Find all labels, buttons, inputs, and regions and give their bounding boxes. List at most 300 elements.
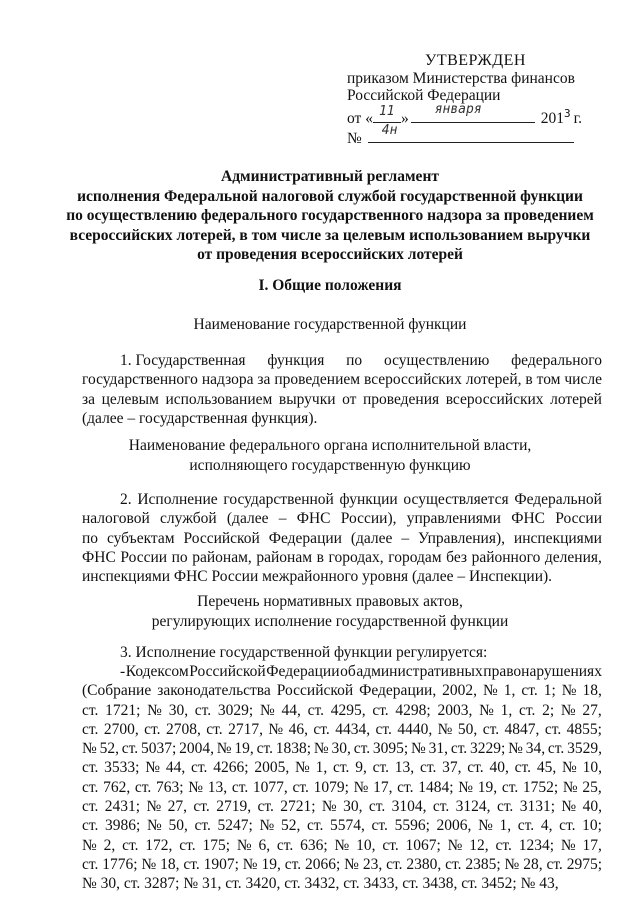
text-word: № — [483, 682, 498, 700]
text-word: ст. — [82, 701, 99, 719]
text-word: 3131; — [519, 798, 556, 816]
text-line — [82, 490, 602, 509]
text-word: от — [342, 390, 357, 408]
text-word: осуществлению — [384, 352, 490, 369]
text-word: Российской — [276, 682, 354, 700]
text-word: 3104, — [391, 798, 427, 816]
text-word: 19, — [477, 778, 498, 796]
number-prefix: № — [347, 130, 362, 148]
text-word: № — [313, 740, 329, 758]
document-title — [60, 167, 600, 265]
text-word: ст. — [121, 740, 139, 758]
text-word: ст. — [559, 817, 576, 835]
text-word: 4298; — [395, 701, 431, 719]
paragraph-3 — [82, 662, 602, 894]
text-word: инспекциями — [513, 529, 602, 547]
text-word: № 30, ст. 3287; № 31, ст. 3420, ст. 3432, ст. 3433, ст. 3438, ст. 3452; № 43, — [82, 875, 559, 893]
text-word: 30, — [168, 701, 189, 719]
text-word: ст. — [546, 855, 563, 873]
text-word: 3533; — [104, 759, 140, 777]
text-word: 10, — [582, 759, 602, 777]
text-word: функции — [339, 491, 398, 508]
text-line — [82, 370, 602, 389]
text-word: ст. — [82, 720, 99, 738]
text-word: 10, — [356, 836, 376, 854]
text-word: России), — [340, 510, 397, 528]
text-word: целевым — [101, 390, 159, 408]
text-word: надзора — [201, 371, 254, 389]
text-word: 28, — [523, 855, 543, 873]
text-word: 636; — [300, 836, 328, 854]
text-word: 13, — [394, 759, 415, 777]
text-word: 3986; — [105, 817, 141, 835]
text-word: 3229; — [470, 740, 506, 758]
text-word: № — [145, 759, 161, 777]
text-word: ст. — [353, 740, 371, 758]
text-word: ст. — [82, 778, 99, 796]
text-word: лотерей, — [465, 371, 522, 389]
text-word: ст. — [496, 798, 514, 816]
text-word: 2004, — [179, 740, 214, 758]
text-word: без — [446, 548, 468, 566]
text-line — [82, 681, 602, 700]
text-word: 45, — [536, 759, 557, 777]
text-word: 52, — [99, 740, 119, 758]
text-word: в — [316, 548, 324, 566]
text-word: числе — [564, 371, 602, 389]
text-word: ст. — [313, 720, 330, 738]
text-word: 4440, — [397, 720, 433, 738]
approval-line-1: приказом Министерства финансов — [347, 69, 575, 87]
text-word: ст. — [292, 778, 309, 796]
text-word: 4266; — [213, 759, 249, 777]
text-word: № — [334, 836, 350, 854]
title-line: всероссийских лотерей, в том числе за целевым использованием выручки — [69, 226, 591, 244]
text-word: 762, — [103, 778, 131, 796]
text-word: ст. — [276, 836, 294, 854]
text-word: за — [257, 371, 271, 389]
text-word: управлениями — [406, 510, 501, 528]
text-word: 52, — [280, 817, 301, 835]
text-line — [82, 567, 602, 586]
text-word: № — [447, 836, 463, 854]
date-month-blank — [411, 101, 535, 123]
text-word: 30, — [343, 798, 363, 816]
text-word: 3124, — [455, 798, 491, 816]
date-day-blank — [373, 104, 401, 123]
text-word: ст. — [514, 759, 532, 777]
text-word: ст. — [256, 740, 273, 758]
text-word: (далее – государственная функция). — [82, 409, 318, 427]
text-word: 44, — [281, 701, 301, 719]
text-word: проведения — [362, 390, 440, 408]
date-year-digit: 3 — [563, 106, 571, 120]
text-line — [82, 701, 602, 720]
text-word: об — [340, 663, 356, 680]
text-line — [82, 855, 602, 874]
text-word: ст. — [419, 759, 437, 777]
text-word: ст. — [482, 720, 500, 738]
text-word: городам — [388, 548, 442, 566]
text-word: Федерации — [266, 663, 340, 680]
text-word: налоговой — [82, 510, 150, 528]
text-word: ст. — [518, 701, 536, 719]
text-word: № — [82, 740, 97, 758]
date-prefix: от « — [347, 109, 373, 127]
text-word: № — [479, 701, 494, 719]
text-word: 50, — [457, 720, 478, 738]
text-word: инспекциями ФНС России межрайонного уровня (далее – Инспекции). — [82, 568, 553, 586]
text-word: России — [120, 548, 168, 566]
text-word: 1838; — [275, 740, 312, 758]
text-line — [82, 409, 602, 428]
text-word: 2431; — [104, 798, 141, 816]
text-word: 40, — [582, 798, 602, 816]
text-word: функция — [267, 352, 325, 369]
date-month-value: января — [434, 101, 482, 117]
text-word: 1, — [499, 817, 512, 835]
date-day-value: 11 — [378, 104, 395, 120]
text-word: ст. — [82, 855, 99, 873]
text-word: ст. — [183, 855, 200, 873]
text-word: ФНС — [296, 510, 331, 528]
text-word: ст. — [368, 798, 386, 816]
text-word: субъектам — [106, 529, 175, 547]
text-word: ст. — [432, 798, 450, 816]
date-close: » — [400, 109, 409, 127]
text-word: федерального — [511, 352, 602, 369]
paragraph-2 — [82, 490, 602, 586]
text-word: 44, — [165, 759, 186, 777]
approval-number-line — [347, 123, 607, 148]
text-word: № — [478, 817, 493, 835]
text-word: ст. — [547, 740, 565, 758]
subheading-line: регулирующих исполнение государственной функции — [151, 612, 509, 630]
text-word: ст. — [371, 817, 388, 835]
approval-block — [347, 52, 607, 148]
text-word: № — [82, 836, 97, 854]
text-word: 2975; — [566, 855, 602, 873]
text-word: ст. — [82, 798, 99, 816]
text-word: 13, — [207, 778, 228, 796]
title-line: по осуществлению федерального государственного надзора за проведением — [66, 207, 594, 224]
text-word: Кодексом — [125, 663, 189, 680]
text-word: 2721; — [280, 798, 316, 816]
text-word: № — [562, 778, 578, 796]
text-word: 2708, — [165, 720, 201, 738]
text-word: по — [171, 548, 188, 566]
text-word: Федеральной — [514, 491, 602, 508]
text-word: 2066; — [304, 855, 341, 873]
text-word: № — [242, 855, 258, 873]
text-word: ст. — [397, 778, 414, 796]
text-word: Управления), — [417, 529, 506, 547]
text-word: Российской — [183, 529, 260, 547]
text-line — [82, 739, 602, 758]
text-word: ст. — [284, 855, 302, 873]
text-word: районам, — [192, 548, 252, 566]
text-word: всероссийских — [445, 390, 544, 408]
text-line — [82, 874, 602, 893]
text-line — [82, 836, 602, 855]
text-word: ст. — [544, 720, 562, 738]
text-word: Исполнение — [137, 491, 218, 508]
text-word: ст. — [495, 836, 512, 854]
text-word: государственной — [223, 491, 334, 508]
title-line: исполнения Федеральной налоговой службой государственной функции — [77, 187, 583, 205]
text-word: ФНС — [511, 510, 546, 528]
text-word: в — [525, 371, 533, 389]
text-word: 4434, — [335, 720, 371, 738]
date-suffix: г. — [573, 109, 583, 127]
text-word: осуществляется — [403, 491, 509, 508]
text-word: ст. — [257, 798, 274, 816]
text-line — [82, 529, 602, 548]
text-word: 1, — [503, 682, 516, 700]
text-word: ст. — [372, 701, 389, 719]
text-word: 2006, — [436, 817, 472, 835]
text-word: ст. — [375, 720, 392, 738]
text-line — [82, 662, 602, 681]
text-word: 4855; — [566, 720, 602, 738]
number-value: 4н — [381, 123, 398, 139]
date-year-prefix: 201 — [540, 109, 564, 127]
text-word: ст. — [386, 855, 403, 873]
text-word: ст. — [467, 759, 484, 777]
text-word: 5037; — [140, 740, 177, 758]
text-word: № — [141, 855, 157, 873]
text-word: городах, — [328, 548, 384, 566]
text-word: 46, — [288, 720, 308, 738]
text-word: (далее — [226, 510, 269, 528]
text-word: ст. — [194, 701, 212, 719]
text-word: № — [560, 701, 576, 719]
text-word: № — [561, 798, 577, 816]
text-line — [82, 548, 602, 567]
text-word: № — [561, 759, 577, 777]
text-word: 2, — [103, 836, 116, 854]
text-line — [82, 797, 602, 816]
text-line — [82, 758, 602, 777]
text-word: 30, — [331, 740, 351, 758]
text-line — [82, 351, 602, 370]
text-word: 17, — [373, 778, 393, 796]
text-word: 1776; — [102, 855, 138, 873]
paragraph-3-intro: 3. Исполнение государственной функции регулируется: — [120, 644, 488, 661]
text-word: проведением — [274, 371, 361, 389]
text-word: законодательства — [157, 682, 271, 700]
text-word: районам — [256, 548, 313, 566]
text-word: - — [120, 663, 126, 680]
text-word: 1752; — [522, 778, 559, 796]
text-word: ст. — [179, 836, 196, 854]
text-word: 3095; — [372, 740, 409, 758]
text-word: 1721; — [105, 701, 141, 719]
text-word: ст. — [521, 682, 538, 700]
text-word: № — [504, 855, 520, 873]
text-word: районного — [471, 548, 541, 566]
text-word: лотерей — [550, 390, 602, 408]
text-word: ст. — [82, 759, 99, 777]
text-word: 3029; — [217, 701, 254, 719]
text-word: ст. — [306, 817, 324, 835]
subheading-line: исполняющего государственную функцию — [189, 456, 471, 474]
text-word: службой — [160, 510, 217, 528]
text-word: № — [295, 759, 310, 777]
text-word: 1, — [500, 701, 513, 719]
text-word: правонарушениях — [483, 663, 602, 680]
text-word: 23, — [362, 855, 383, 873]
text-word: 172, — [145, 836, 173, 854]
title-line: Административный регламент — [221, 168, 439, 185]
text-word: том — [536, 371, 561, 389]
text-word: 10; — [582, 817, 602, 835]
text-word: 40, — [489, 759, 509, 777]
text-word: 1067; — [405, 836, 441, 854]
text-word: 27, — [582, 701, 602, 719]
text-word: № — [321, 798, 337, 816]
text-word: 3529, — [567, 740, 602, 758]
text-word: 5247; — [217, 817, 253, 835]
text-word: ст. — [82, 817, 99, 835]
text-word: выручки — [278, 390, 336, 408]
text-line — [82, 390, 602, 409]
text-word: 9, — [355, 759, 367, 777]
text-line — [82, 720, 602, 739]
text-word: 6, — [258, 836, 271, 854]
text-word: № — [146, 798, 162, 816]
text-word: 2002, — [442, 682, 478, 700]
text-word: 27, — [167, 798, 188, 816]
text-word: ст. — [206, 720, 223, 738]
text-word: деления, — [544, 548, 602, 566]
text-word: 18, — [160, 855, 180, 873]
text-word: России — [555, 510, 602, 528]
text-word: за — [82, 390, 96, 408]
subheading-function-name: Наименование государственной функции — [193, 316, 467, 333]
text-word: ст. — [382, 836, 399, 854]
text-word: ст. — [307, 701, 324, 719]
subheading-line: Перечень нормативных правовых актов, — [197, 593, 463, 610]
text-line — [82, 778, 602, 797]
text-word: 1907; — [203, 855, 239, 873]
text-word: 19, — [234, 740, 254, 758]
text-word: (Собрание — [82, 682, 152, 700]
text-word: 2003, — [437, 701, 473, 719]
text-word: ст. — [144, 720, 161, 738]
text-word: ст. — [231, 778, 249, 796]
text-word: № — [216, 740, 232, 758]
number-blank — [368, 123, 574, 143]
text-word: № — [236, 836, 252, 854]
text-word: ФНС — [82, 548, 116, 566]
text-word: № — [561, 682, 577, 700]
text-word: 1079; — [313, 778, 349, 796]
text-word: 12, — [469, 836, 489, 854]
text-word: 2; — [542, 701, 555, 719]
text-word: 2719, — [216, 798, 252, 816]
text-word: 4847, — [504, 720, 540, 738]
text-word: Федерации — [268, 529, 342, 547]
text-word: 2700, — [103, 720, 139, 738]
text-word: ст. — [333, 759, 350, 777]
text-word: 18, — [582, 682, 602, 700]
text-word: № — [458, 778, 474, 796]
text-word: № — [437, 720, 453, 738]
text-word: № — [147, 701, 162, 719]
text-word: 1077, — [252, 778, 288, 796]
text-word: по — [346, 352, 363, 369]
text-word: ст. — [450, 740, 468, 758]
text-word: 5574, — [330, 817, 365, 835]
text-word: 2380, — [406, 855, 442, 873]
text-word: № — [353, 778, 369, 796]
text-word: ст. — [194, 817, 211, 835]
text-word: 17, — [582, 836, 602, 854]
text-word: всероссийских — [363, 371, 462, 389]
approval-title: УТВЕРЖДЕН — [425, 52, 526, 69]
text-word: административных — [356, 663, 483, 680]
text-word: 175; — [202, 836, 230, 854]
text-word: 2717, — [228, 720, 263, 738]
subheading-line: Наименование федерального органа исполнительной власти, — [128, 437, 532, 454]
text-word: 2. — [120, 491, 132, 508]
text-word: по — [82, 529, 99, 547]
text-word: использованием — [165, 390, 273, 408]
text-word: 4295, — [330, 701, 366, 719]
text-word: 37, — [442, 759, 462, 777]
text-word: ст. — [517, 817, 535, 835]
title-line: от проведения всероссийских лотерей — [197, 246, 463, 263]
text-word: 1234; — [518, 836, 555, 854]
text-line — [82, 816, 602, 835]
text-word: № — [188, 778, 204, 796]
text-word: № — [259, 701, 275, 719]
text-word: 25, — [582, 778, 602, 796]
text-word: 34, — [525, 740, 546, 758]
text-word: – — [401, 529, 410, 547]
text-word: ст. — [134, 778, 152, 796]
text-word: ст. — [445, 855, 462, 873]
text-word: 1. Государственная — [120, 352, 246, 369]
text-word: 4, — [540, 817, 553, 835]
text-word: ст. — [122, 836, 139, 854]
subheading-authority — [60, 436, 600, 475]
text-word: Федерации, — [359, 682, 437, 700]
text-word: 2385; — [465, 855, 501, 873]
text-word: государственного — [82, 371, 198, 389]
text-word: 19, — [261, 855, 281, 873]
approval-line-2: Российской Федерации — [347, 87, 501, 104]
text-word: № — [411, 740, 426, 758]
section-heading: I. Общие положения — [258, 277, 402, 294]
text-word: № — [344, 855, 359, 873]
text-word: ст. — [193, 798, 210, 816]
text-word: 1, — [315, 759, 328, 777]
subheading-legal-acts — [60, 592, 600, 631]
text-word: № — [268, 720, 284, 738]
text-word: – — [278, 510, 287, 528]
text-word: ст. — [372, 759, 389, 777]
text-word: 31, — [428, 740, 448, 758]
text-word: 5596; — [394, 817, 430, 835]
paragraph-1 — [82, 351, 602, 428]
text-word: № — [259, 817, 275, 835]
text-word: 1484; — [418, 778, 454, 796]
text-word: № — [147, 817, 162, 835]
text-word: 50, — [168, 817, 188, 835]
text-word: 2005, — [254, 759, 290, 777]
